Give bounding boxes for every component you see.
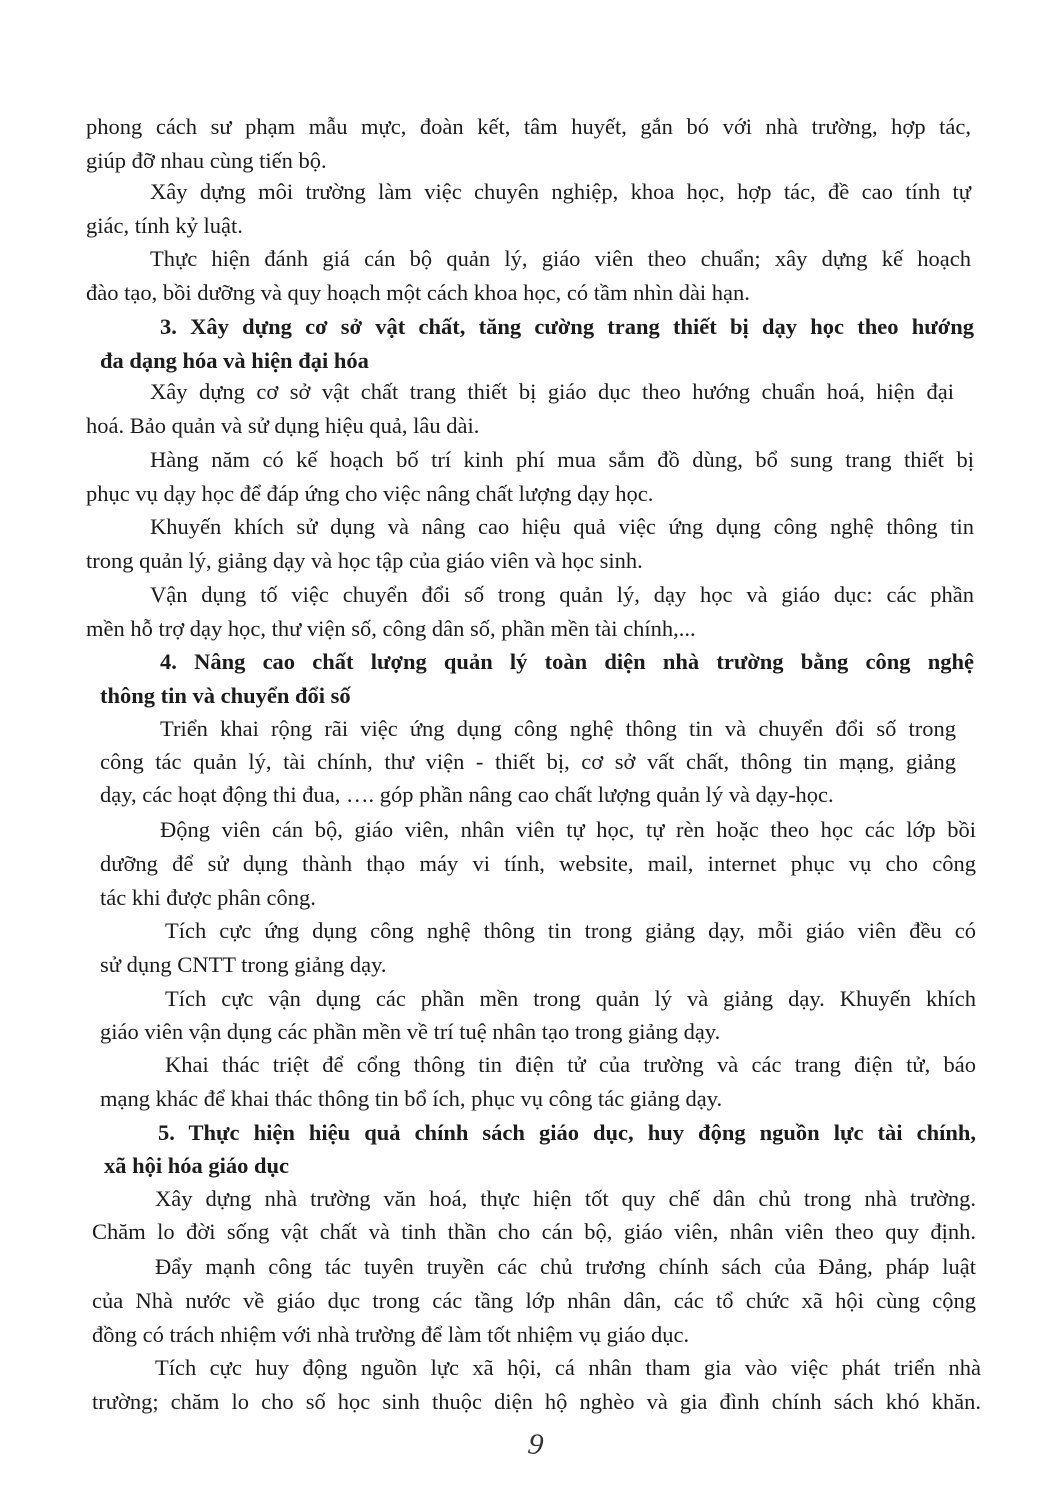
body-line: Xây dựng cơ sở vật chất trang thiết bị giáo dục theo hướng chuẩn hoá, hiện đại	[150, 379, 954, 404]
body-line: tác khi được phân công.	[100, 885, 316, 910]
body-line: phục vụ dạy học để đáp ứng cho việc nâng chất lượng dạy học.	[86, 481, 654, 506]
section-heading-5-cont: xã hội hóa giáo dục	[104, 1153, 290, 1178]
body-line: giáo viên vận dụng các phần mền về trí tuệ nhân tạo trong giảng dạy.	[100, 1019, 721, 1044]
body-line: đồng có trách nhiệm với nhà trường để làm tốt nhiệm vụ giáo dục.	[92, 1322, 690, 1347]
body-line: Tích cực huy động nguồn lực xã hội, cá nhân tham gia vào việc phát triển nhà	[155, 1355, 981, 1380]
body-line: Khai thác triệt để cổng thông tin điện tử của trường và các trang điện tử, báo	[165, 1052, 976, 1077]
body-line: Chăm lo đời sống vật chất và tinh thần cho cán bộ, giáo viên, nhân viên theo quy định.	[92, 1219, 976, 1244]
body-line: Khuyến khích sử dụng và nâng cao hiệu quả việc ứng dụng công nghệ thông tin	[150, 514, 974, 539]
body-line: Vận dụng tố việc chuyển đổi số trong quản lý, dạy học và giáo dục: các phần	[150, 582, 974, 607]
section-heading-4-cont: thông tin và chuyển đổi số	[100, 683, 351, 708]
body-line: Tích cực ứng dụng công nghệ thông tin trong giảng dạy, mỗi giáo viên đều có	[165, 918, 976, 943]
body-line: phong cách sư phạm mẫu mực, đoàn kết, tâm huyết, gắn bó với nhà trường, hợp tác,	[86, 114, 971, 139]
section-heading-5: 5. Thực hiện hiệu quả chính sách giáo dục, huy động nguồn lực tài chính,	[158, 1120, 976, 1145]
body-line: dạy, các hoạt động thi đua, …. góp phần nâng cao chất lượng quản lý và dạy-học.	[100, 782, 834, 807]
body-line: Hàng năm có kế hoạch bố trí kinh phí mua sắm đồ dùng, bổ sung trang thiết bị	[150, 447, 974, 472]
section-heading-3-cont: đa dạng hóa và hiện đại hóa	[100, 348, 369, 373]
section-heading-3: 3. Xây dựng cơ sở vật chất, tăng cường trang thiết bị dạy học theo hướng	[160, 314, 974, 339]
body-line: mạng khác để khai thác thông tin bổ ích, phục vụ công tác giảng dạy.	[100, 1086, 723, 1111]
body-line: trong quản lý, giảng dạy và học tập của giáo viên và học sinh.	[86, 548, 643, 573]
body-line: sử dụng CNTT trong giảng dạy.	[100, 952, 387, 977]
body-line: Xây dựng nhà trường văn hoá, thực hiện tốt quy chế dân chủ trong nhà trường.	[155, 1186, 976, 1211]
body-line: của Nhà nước về giáo dục trong các tầng lớp nhân dân, các tổ chức xã hội cùng cộng	[92, 1288, 976, 1313]
section-heading-4: 4. Nâng cao chất lượng quản lý toàn diện nhà trường bằng công nghệ	[160, 649, 974, 674]
page-number: 9	[525, 1427, 546, 1462]
body-line: Triển khai rộng rãi việc ứng dụng công nghệ thông tin và chuyển đổi số trong	[160, 716, 956, 741]
body-line: công tác quản lý, tài chính, thư viện - thiết bị, cơ sở vất chất, thông tin mạng, giảng	[100, 749, 956, 774]
body-line: giác, tính kỷ luật.	[86, 213, 243, 238]
body-line: Thực hiện đánh giá cán bộ quản lý, giáo viên theo chuẩn; xây dựng kế hoạch	[150, 246, 971, 271]
body-line: Tích cực vận dụng các phần mền trong quản lý và giảng dạy. Khuyến khích	[165, 986, 976, 1011]
body-line: hoá. Bảo quản và sử dụng hiệu quả, lâu dài.	[86, 413, 480, 438]
body-line: mền hỗ trợ dạy học, thư viện số, công dân số, phần mền tài chính,...	[86, 616, 696, 641]
body-line: Động viên cán bộ, giáo viên, nhân viên tự học, tự rèn hoặc theo học các lớp bồi	[160, 817, 976, 842]
body-line: đào tạo, bồi dưỡng và quy hoạch một cách khoa học, có tầm nhìn dài hạn.	[86, 280, 750, 305]
body-line: giúp đỡ nhau cùng tiến bộ.	[86, 148, 327, 173]
body-line: dưỡng để sử dụng thành thạo máy vi tính, website, mail, internet phục vụ cho công	[100, 851, 976, 876]
body-line: trường; chăm lo cho số học sinh thuộc diện hộ nghèo và gia đình chính sách khó khăn.	[92, 1389, 981, 1414]
body-line: Xây dựng môi trường làm việc chuyên nghiệp, khoa học, hợp tác, đề cao tính tự	[150, 179, 971, 204]
body-line: Đẩy mạnh công tác tuyên truyền các chủ trương chính sách của Đảng, pháp luật	[155, 1254, 976, 1279]
